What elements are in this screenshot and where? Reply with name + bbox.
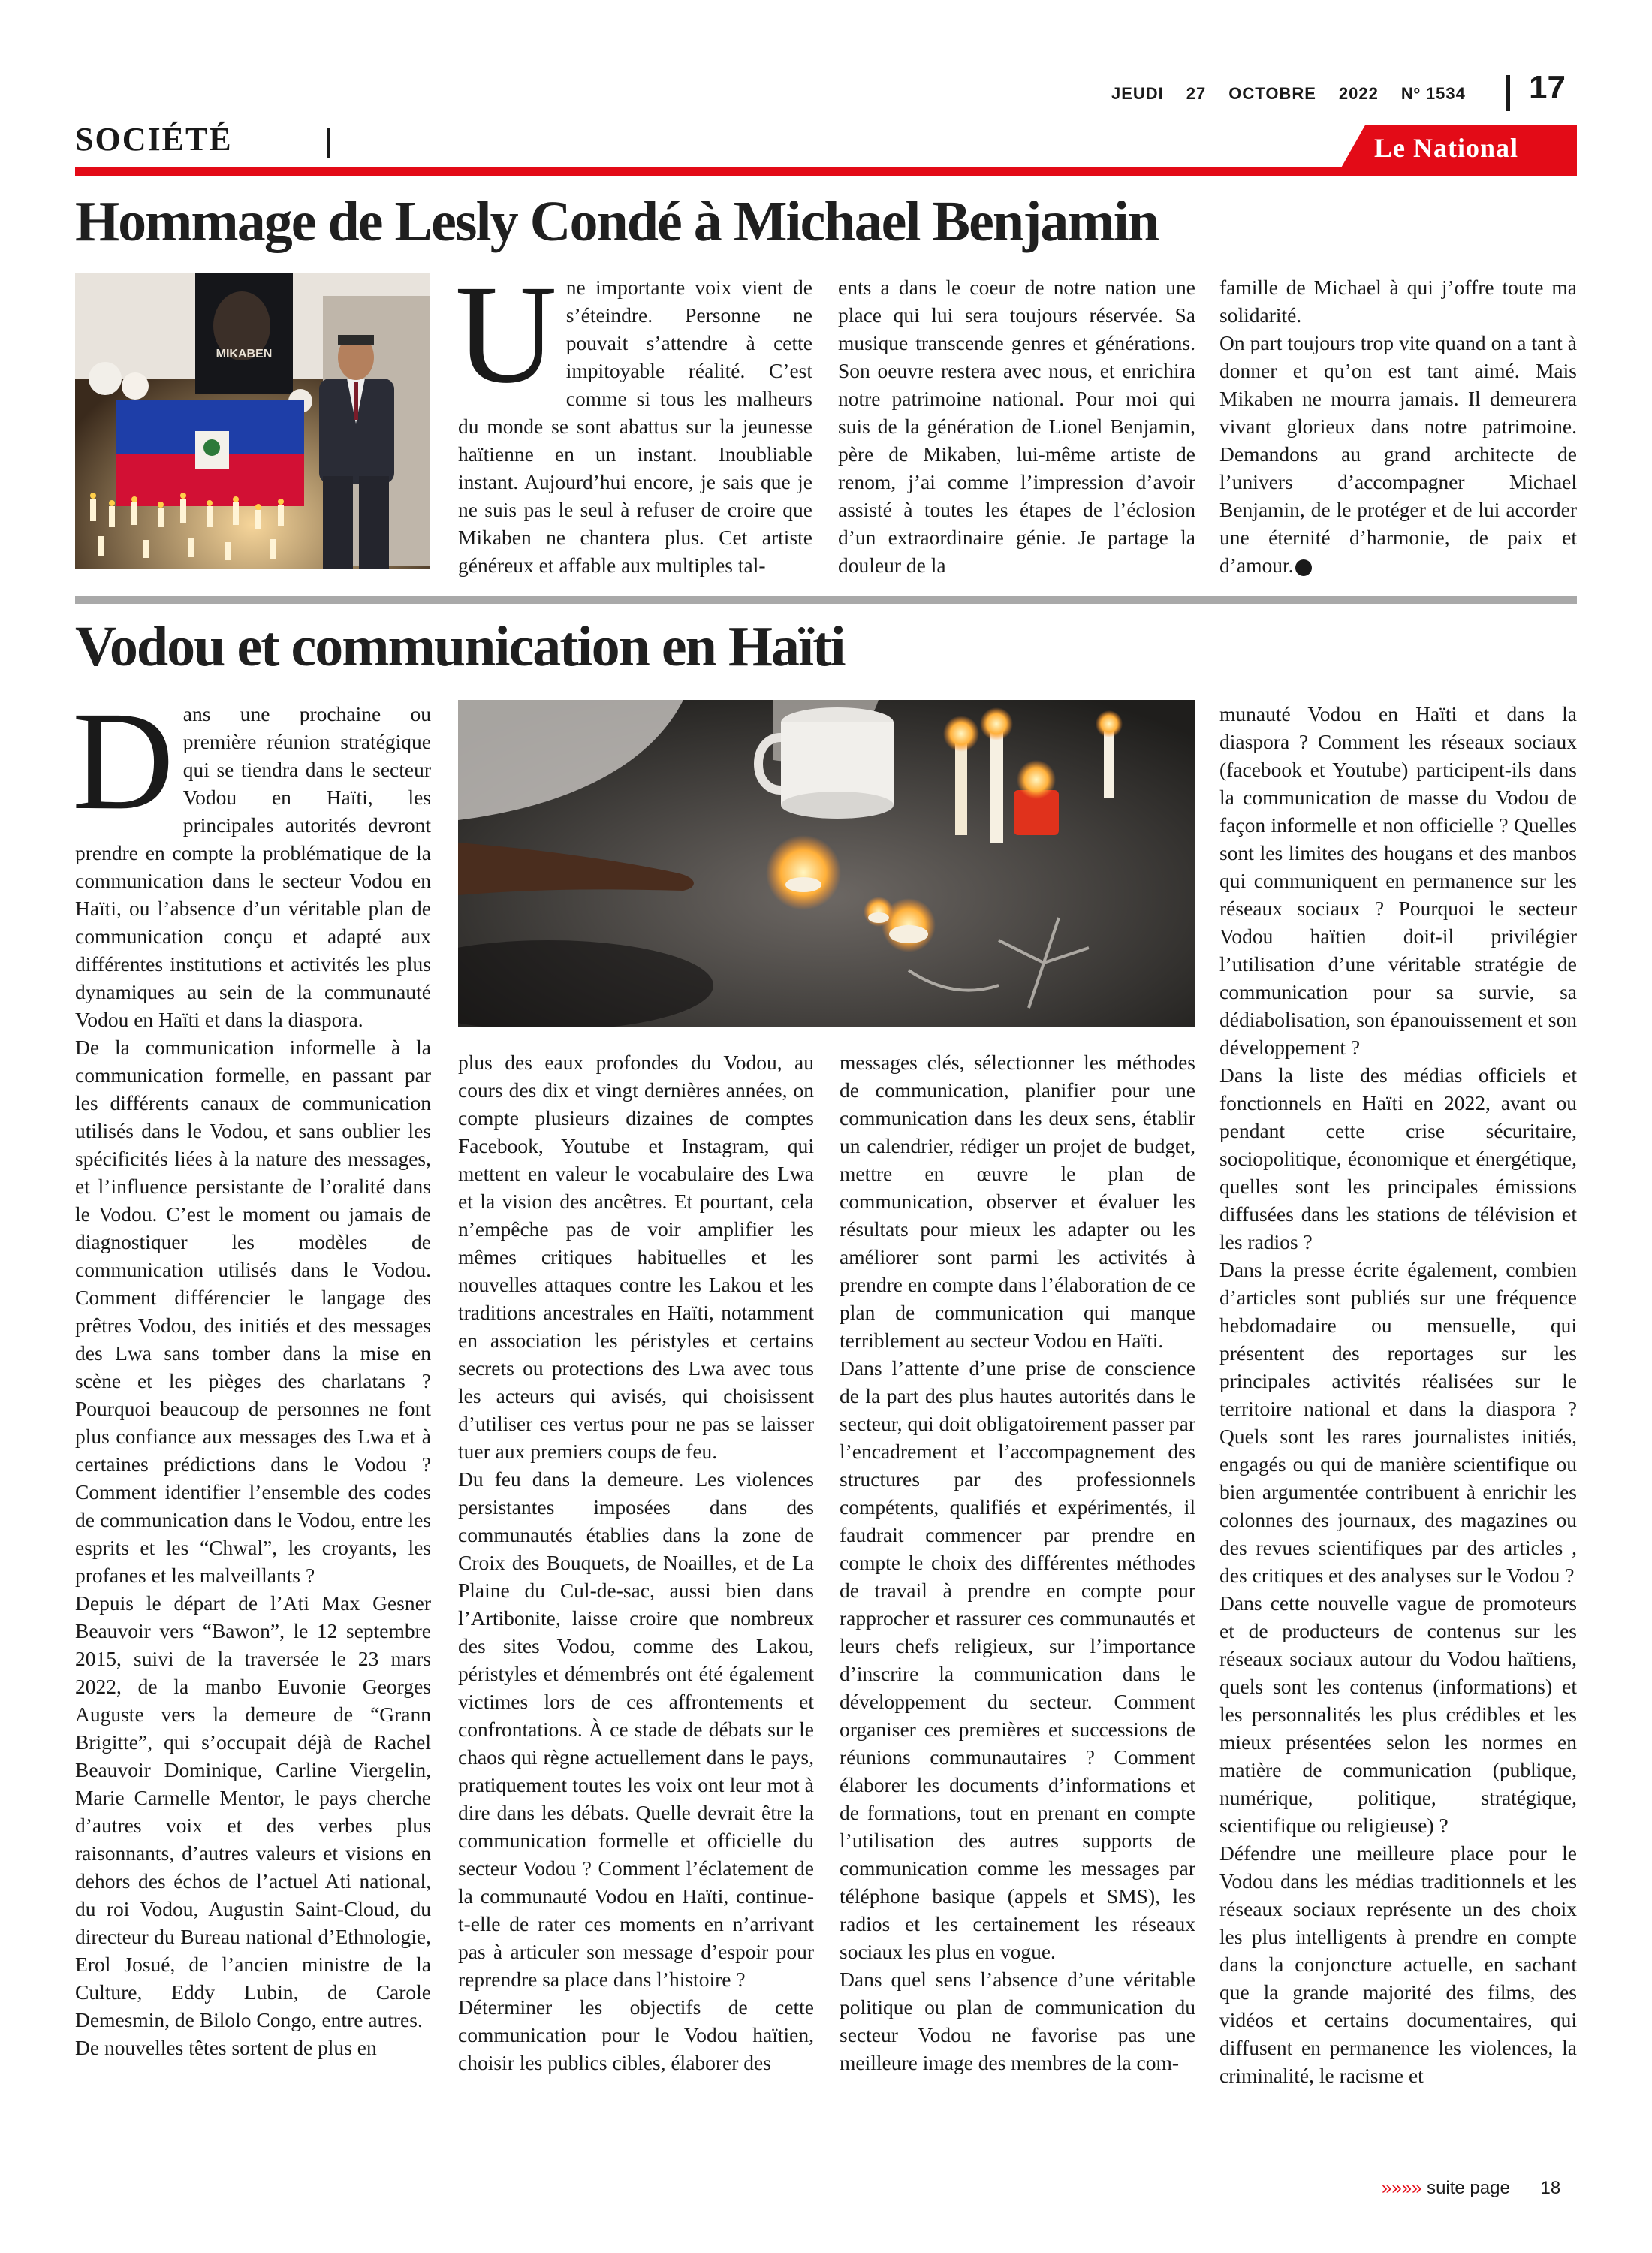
article-2-photo — [458, 700, 1195, 1027]
article-1-paragraph: ne importante voix vient de s’éteindre. Personne ne pouvait s’attendre à cette impitoyable réalité. C’est comme si tous les malheurs du monde se sont abattus sur la jeunesse haïtienne en un instant. Inoubliable instant. Aujourd’hui encore, je sais que je ne suis pas le seul à refuser de croire que Mikaben ne chantera plus. Cet artiste généreux et affable aux multiples tal- — [458, 276, 812, 577]
continued-on-page-note — [1382, 2178, 1560, 2199]
article-2-paragraph: plus des eaux profondes du Vodou, au cours des dix et vingt dernières années, on compte plusieurs dizaines de comptes Facebook, Youtube et Instagram, qui mettent en valeur le vocabulaire des Lwa et la vision des ancêtres. Et pourtant, cela n’empêche pas de voir amplifier les mêmes critiques habituelles et les nouvelles attaques contre les Lakou et les traditions ancestrales en Haïti, notamment en association les péristyles et certains secrets ou protections des Lwa avec tous les acteurs qui avisés, qui choisissent d’utiliser ces vertus pour ne pas se laisser tuer aux premiers coups de feu. — [458, 1051, 814, 1463]
article-2-paragraph: Depuis le départ de l’Ati Max Gesner Beauvoir vers “Bawon”, le 12 septembre 2015, suivi de la traversée le 23 mars 2022, de la manbo Euvonie Georges Auguste vers la demeure de “Grann Brigitte”, qui s’occupait déjà de Rachel Beauvoir Dominique, Carline Viergelin, Marie Carmelle Mentor, le pays cherche d’autres voix et des verbes plus raisonnants, d’autres valeurs et visions en dehors des échos de l’actuel Ati national, du roi Vodou, Augustin Saint-Cloud, du directeur du Bureau national d’Ethnologie, Erol Josué, de l’ancien ministre de la Culture, Eddy Lubin, de Carole Demesmin, de Bilolo Congo, entre autres. — [75, 1591, 431, 2031]
article-1-photo — [75, 273, 430, 569]
article-2-paragraph: Déterminer les objectifs de cette communication pour le Vodou haïtien, choisir les publics cibles, élaborer des — [458, 1995, 814, 2074]
issue-month: OCTOBRE — [1228, 84, 1316, 103]
article-1-column-3 — [1219, 273, 1577, 579]
article-1-paragraph: famille de Michael à qui j’offre toute ma solidarité. — [1219, 276, 1577, 327]
article-2-paragraph: Défendre une meilleure place pour le Vodou dans les médias traditionnels et les réseaux sociaux représente un des choix les plus intelligents à prendre en compte dans la conjoncture actuelle, en sachant que la grande majorité des films, des vidéos et certains documentaires, qui diffusent en permanence les violences, la criminalité, le racisme et — [1219, 1841, 1577, 2087]
article-2-paragraph: De nouvelles têtes sortent de plus en — [75, 2036, 377, 2059]
article-2-paragraph: messages clés, sélectionner les méthodes de communication, planifier pour une communication dans les deux sens, établir un calendrier, rédiger un projet de budget, mettre en œuvre le plan de communication, observer et évaluer les résultats pour mieux les adapter ou les améliorer sont parmi les activités à prendre en compte dans l’élaboration de ce plan de communication qui manque terriblement au secteur Vodou en Haïti. — [840, 1051, 1195, 1352]
article-2-column-3 — [840, 1048, 1195, 2077]
article-2-paragraph: ans une prochaine ou première réunion stratégique qui se tiendra dans le secteur Vodou en Haïti, les principales autorités devront prendre en compte la problématique de la communication dans le secteur Vodou en Haïti, ou l’absence d’un véritable plan de communication conçu et adapté aux différentes institutions et activités les plus dynamiques au sein de la communauté Vodou en Haïti et dans la diaspora. — [75, 702, 431, 1031]
article-2-headline: Vodou et communication en Haïti — [75, 615, 845, 678]
memorial-photo-illustration — [75, 273, 430, 569]
article-2-paragraph: De la communication informelle à la communication formelle, en passant par les différents canaux de communication utilisés dans le Vodou, et sans oublier les spécificités liées à la nature des messages, et l’influence persistante de l’oralité dans le Vodou. C’est le moment ou jamais de diagnostiquer les modèles de communication utilisés dans le Vodou. Comment différencier le langage des prêtres Vodou, des initiés et des messages des Lwa sans tomber dans la mise en scène et les pièges des charlatans ? Pourquoi beaucoup de personnes ne font plus confiance aux messages des Lwa et à certaines prédictions dans le Vodou ? Comment identifier l’ensemble des codes de communication dans le Vodou, entre les esprits et les “Chwal”, les croyants, les profanes et les malveillants ? — [75, 1036, 431, 1587]
section-label: SOCIÉTÉ — [75, 121, 233, 158]
article-2-paragraph: munauté Vodou en Haïti et dans la diaspora ? Comment les réseaux sociaux (facebook et Youtube) participent-ils dans la communication de masse du Vodou de façon informelle et non officielle ? Quelles sont les limites des hougans et des manbos qui communiquent en permanence sur les réseaux sociaux ? Pourquoi le secteur Vodou haïtien doit-il privilégier l’utilisation d’une véritable stratégie de communication pour sa survie, sa dédiabolisation, son épanouissement et son développement ? — [1219, 702, 1577, 1059]
issue-number: Nº 1534 — [1400, 84, 1466, 103]
article-2-paragraph: Dans quel sens l’absence d’une véritable politique ou plan de communication du secteur Vodou ne favorise pas une meilleure image des membres de la com- — [840, 1968, 1195, 2074]
issue-year: 2022 — [1338, 84, 1379, 103]
article-2-paragraph: Dans la presse écrite également, combien d’articles sont publiés sur une fréquence hebdomadaire ou mensuelle, qui présentent des reportages sur les principales activités réalisées sur le territoire national et dans la diaspora ? Quels sont les rares journalistes initiés, engagés ou qui de manière scientifique ou bien argumentée contribuent à enrichir les colonnes des journaux, des magazines ou des revues scientifiques par des articles , des critiques et des analyses sur le Vodou ? — [1219, 1258, 1577, 1587]
article-2-column-4 — [1219, 700, 1577, 2089]
end-of-article-icon — [1295, 559, 1312, 576]
issue-date-day: 27 — [1186, 84, 1207, 103]
continue-text: suite page — [1427, 2178, 1510, 2198]
issue-date — [1111, 84, 1488, 104]
article-2-column-1 — [72, 682, 431, 2061]
article-1-paragraph: ents a dans le coeur de notre nation une place qui lui sera toujours réservée. Sa musique transcende genres et générations. Son oeuvre restera avec nous, et enrichira notre patrimoine national. Pour moi qui suis de la génération de Lionel Benjamin, père de Mikaben, lui-même artiste de renom, j’ai comme l’impression d’avoir assisté à toutes les étapes de l’éclosion d’un extraordinaire génie. Je partage la douleur de la — [838, 276, 1195, 577]
poster-caption: MIKABEN — [216, 348, 273, 360]
article-2-paragraph: Dans l’attente d’une prise de conscience de la part des plus hautes autorités dans le secteur, qui doit obligatoirement passer par l’encadrement et l’accompagnement des structures par des professionnels compétents, qualifiés et expérimentés, il faudrait commencer par prendre en compte le choix des différentes méthodes de travail à prendre en compte pour rapprocher et rassurer ces communautés et leurs chefs religieux, sur l’importance d’inscrire la communication dans le développement du secteur. Comment organiser ces premières et successions de réunions communautaires ? Comment élaborer les documents d’informations et de formations, tout en prenant en compte l’utilisation des autres supports de communication comme les messages par téléphone basique (appels et SMS), les radios et les certainement les réseaux sociaux les plus en vogue. — [840, 1356, 1195, 1963]
article-2-paragraph: Du feu dans la demeure. Les violences persistantes imposées dans des communautés établies dans la zone de Croix des Bouquets, de Noailles, et de La Plaine du Cul-de-sac, aussi bien dans l’Artibonite, laisse croire que nombreux des sites Vodou, comme des Lakou, péristyles et démembrés ont été également victimes lors de ces affrontements et confrontations. À ce stade de débats sur le chaos qui règne actuellement dans le pays, pratiquement toutes les voix ont leur mot à dire dans les débats. Quelle devrait être la communication formelle et officielle du secteur Vodou ? Comment l’éclatement de la communauté Vodou en Haïti, continue-t-elle de rater ces moments en n’arrivant pas à articuler son message d’espoir pour reprendre sa place dans l’histoire ? — [458, 1467, 814, 1991]
paper-name: Le National — [1374, 133, 1519, 163]
article-1-headline: Hommage de Lesly Condé à Michael Benjamin — [75, 190, 1159, 253]
arrows-icon: »»»» — [1382, 2178, 1422, 2198]
article-2-paragraph: Dans la liste des médias officiels et fonctionnels en Haïti en 2022, avant ou pendant cette crise sécuritaire, sociopolitique, économique et énergétique, quelles sont les principales émissions diffusées dans les stations de télévision et les radios ? — [1219, 1063, 1577, 1253]
article-1-column-2 — [838, 273, 1195, 579]
article-2-paragraph: Dans cette nouvelle vague de promoteurs et de producteurs de contenus sur les réseaux sociaux autour du Vodou haïtiens, quels sont les contenus (informations) et les personnalités les plus crédibles et les mieux présentées selon les normes en matière de communication (publique, numérique, politique, stratégique, scientifique ou religieuse) ? — [1219, 1591, 1577, 1837]
drop-cap: D — [72, 682, 174, 839]
page-number: 17 — [1529, 69, 1566, 106]
article-1-paragraph: On part toujours trop vite quand on a tant à donner et qu’on est tant aimé. Mais Mikaben ne mourra jamais. Il demeurera vivant glorieux dans notre patrimoine. Demandons au grand architecte de l’univers d’accompagner Michael Benjamin, de le protéger et de lui accorder une éternité d’harmonie, de paix et d’amour. — [1219, 331, 1577, 577]
continue-page-number: 18 — [1540, 2178, 1561, 2198]
candle-ritual-photo-illustration — [458, 700, 1195, 1027]
section-divider — [327, 128, 330, 158]
issue-day: JEUDI — [1111, 84, 1164, 103]
article-divider — [75, 596, 1577, 604]
header-divider — [1506, 75, 1510, 111]
article-2-column-2 — [458, 1048, 814, 2077]
article-1-column-1 — [455, 255, 812, 579]
drop-cap: U — [455, 255, 557, 412]
